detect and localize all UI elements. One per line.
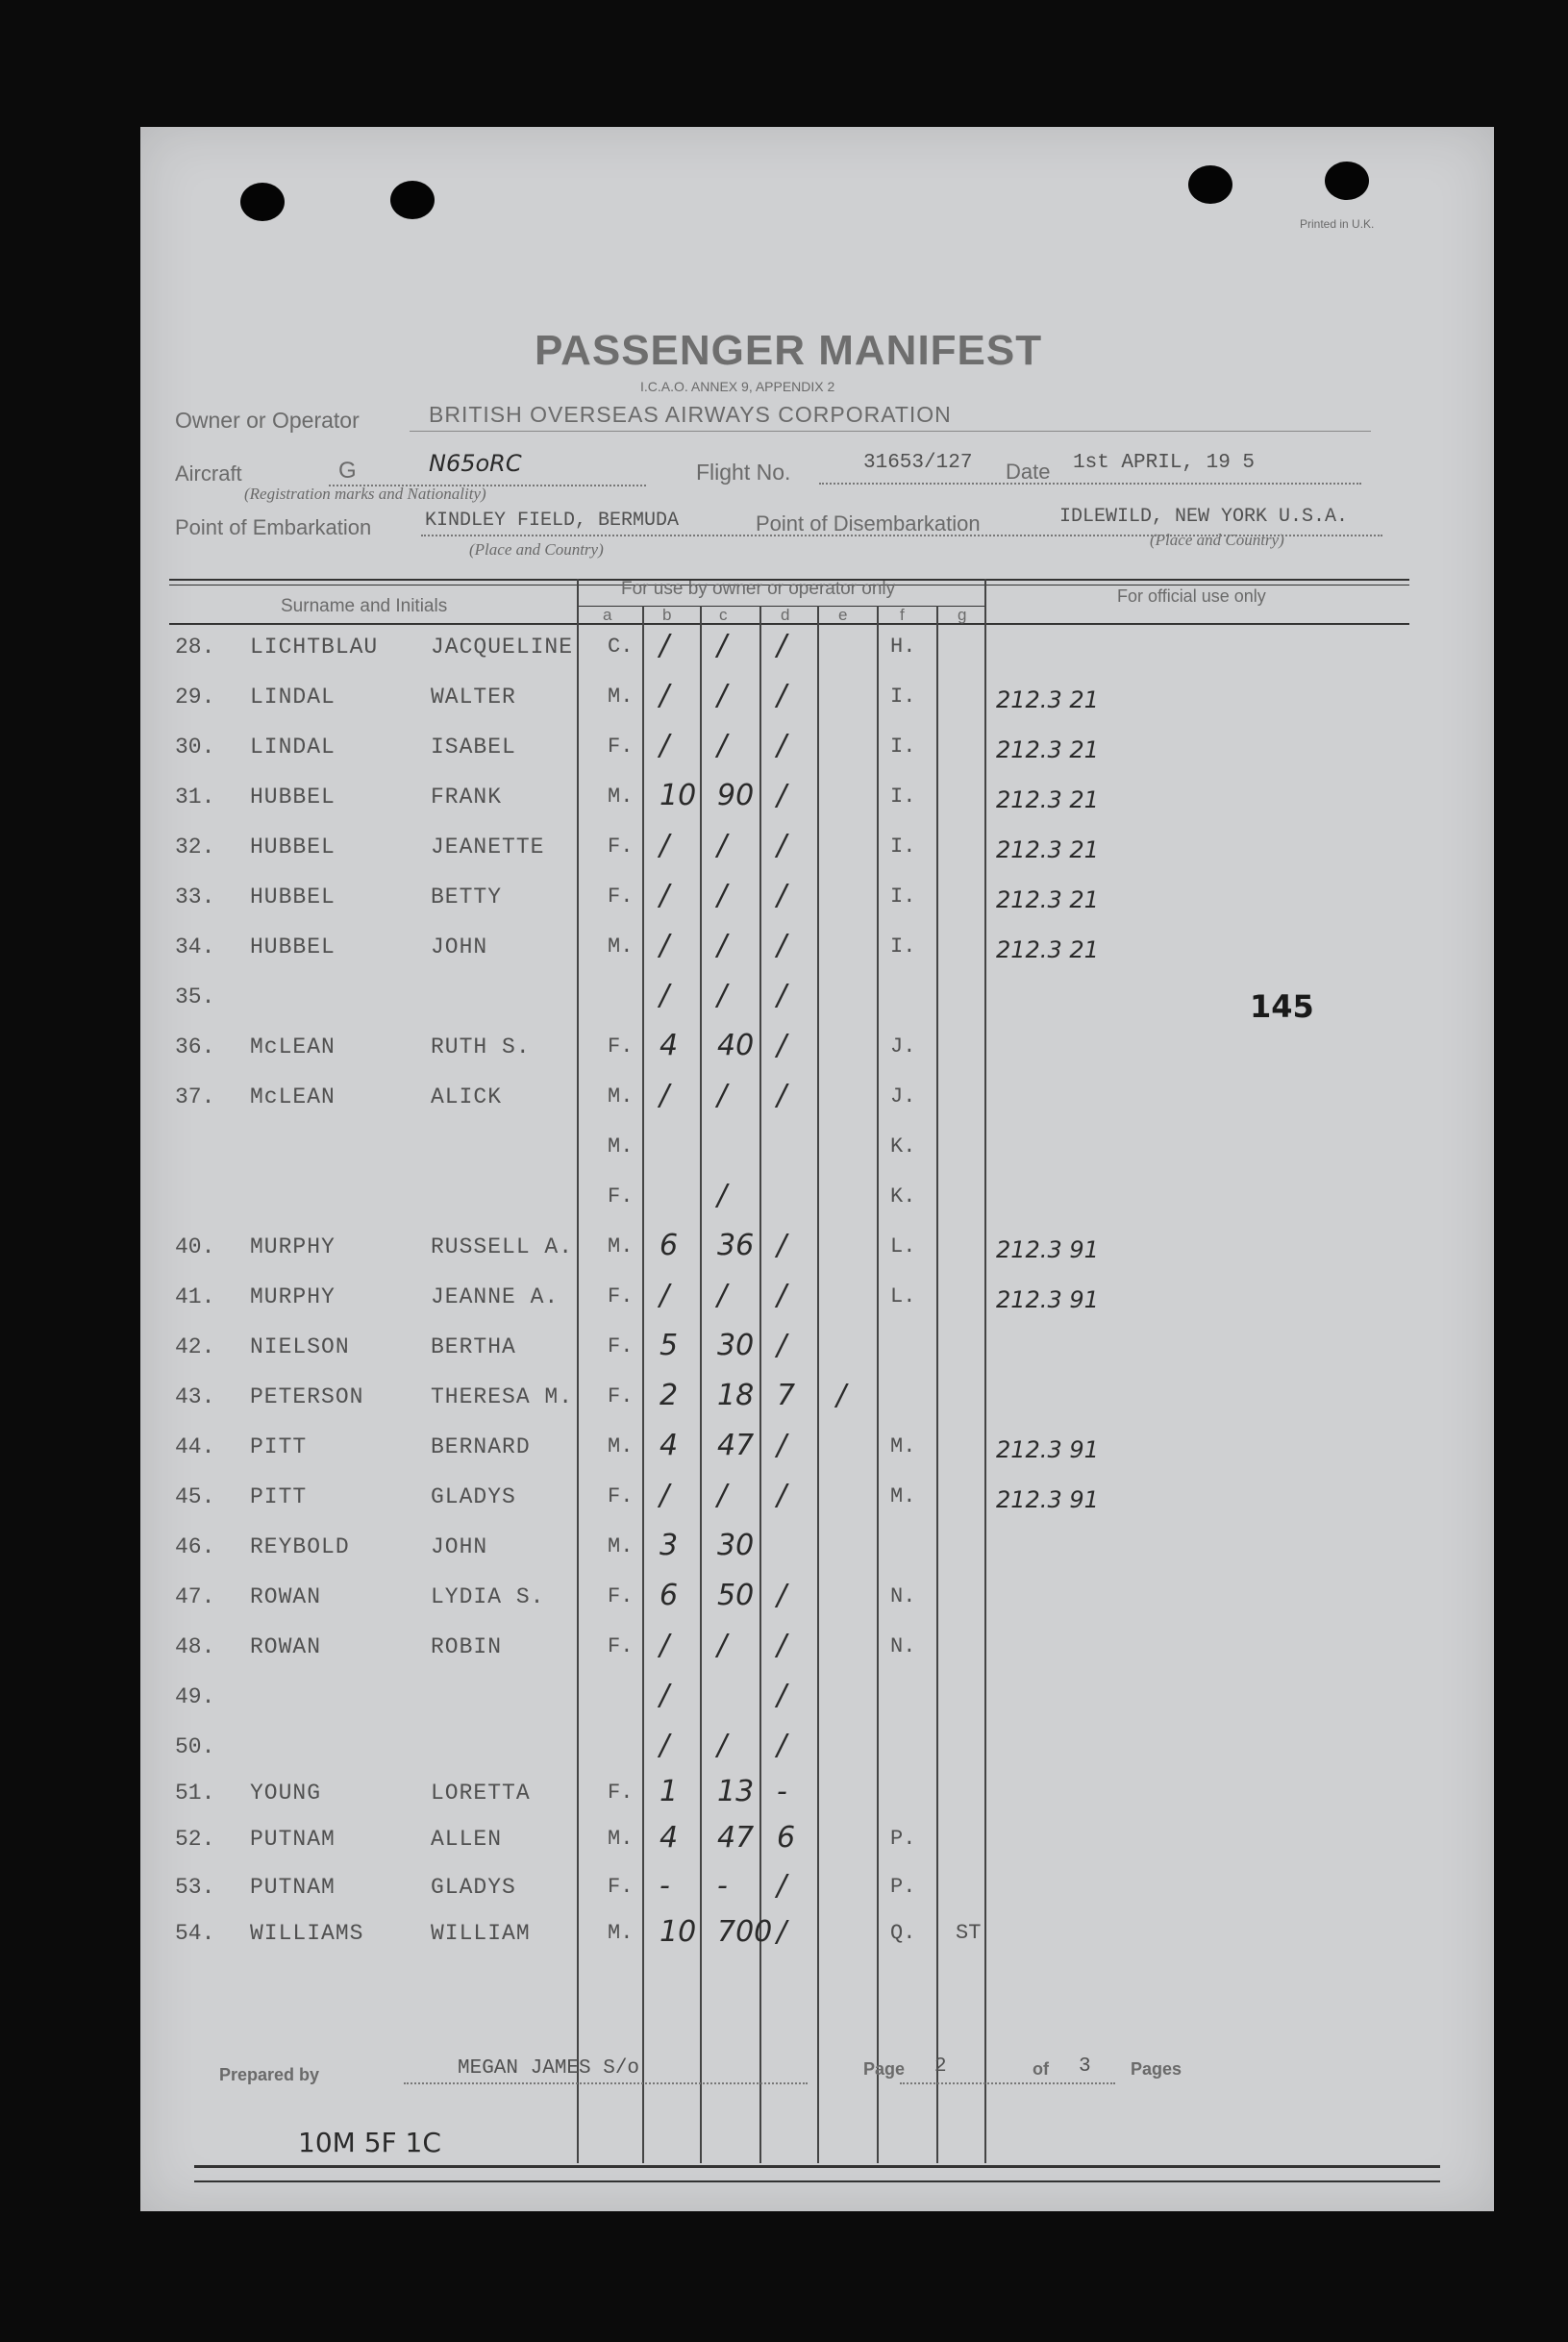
cell-f: I. xyxy=(890,934,916,959)
cell-num: 42. xyxy=(175,1334,215,1359)
cell-sex: M. xyxy=(608,1827,634,1851)
cell-c: / xyxy=(717,1079,728,1112)
cell-c: / xyxy=(717,679,728,712)
cell-c: 36 xyxy=(717,1229,755,1262)
cell-b: / xyxy=(660,729,670,762)
cell-e: / xyxy=(836,1379,847,1412)
cell-num: 53. xyxy=(175,1875,215,1900)
footer-rule xyxy=(194,2165,1440,2168)
cell-surname: ROWAN xyxy=(250,1634,322,1659)
table-row xyxy=(140,1729,1494,1782)
cell-d: / xyxy=(777,729,787,762)
cell-f: P. xyxy=(890,1875,916,1899)
cell-b: 2 xyxy=(660,1379,679,1412)
cell-c: 13 xyxy=(717,1775,755,1808)
table-row xyxy=(140,1775,1494,1829)
cell-d: / xyxy=(777,629,787,662)
table-row xyxy=(140,729,1494,783)
cell-official: 212.3 21 xyxy=(996,736,1099,763)
owner-use-header: For use by owner or operator only xyxy=(621,579,896,599)
cell-official: 212.3 21 xyxy=(996,886,1099,913)
aircraft-hand: N65oRC xyxy=(429,450,522,477)
cell-b: / xyxy=(660,1079,670,1112)
official-header: For official use only xyxy=(1117,586,1266,606)
col-header-d: d xyxy=(781,606,790,624)
cell-c: / xyxy=(717,1729,728,1762)
cell-b: / xyxy=(660,829,670,862)
cell-num: 32. xyxy=(175,835,215,860)
cell-b: - xyxy=(660,1869,670,1903)
cell-sex: M. xyxy=(608,1434,634,1458)
col-header-c: c xyxy=(719,606,728,624)
cell-official: 212.3 21 xyxy=(996,936,1099,963)
cell-f: J. xyxy=(890,1084,916,1109)
table-row xyxy=(140,1821,1494,1875)
cell-surname: YOUNG xyxy=(250,1781,322,1806)
cell-surname: LINDAL xyxy=(250,735,336,760)
punch-hole xyxy=(1188,165,1232,204)
cell-num: 33. xyxy=(175,884,215,909)
table-row xyxy=(140,1915,1494,1969)
cell-given: WALTER xyxy=(431,685,516,710)
cell-surname: PETERSON xyxy=(250,1384,364,1409)
disembark-label: Point of Disembarkation xyxy=(756,511,981,536)
cell-sex: C. xyxy=(608,635,634,659)
cell-surname: ROWAN xyxy=(250,1584,322,1609)
cell-c: 40 xyxy=(717,1029,755,1062)
aircraft-note: (Registration marks and Nationality) xyxy=(244,485,486,503)
owner-label: Owner or Operator xyxy=(175,408,360,433)
date-value: 1st APRIL, 19 5 xyxy=(1073,452,1256,474)
cell-num: 52. xyxy=(175,1827,215,1852)
of-value: 3 xyxy=(1079,2055,1091,2078)
embark-label: Point of Embarkation xyxy=(175,515,372,539)
cell-d: / xyxy=(777,1029,787,1062)
disembark-note: (Place and Country) xyxy=(1150,531,1284,549)
cell-d: / xyxy=(777,1629,787,1662)
cell-b: 1 xyxy=(660,1775,679,1808)
cell-d: / xyxy=(777,1679,787,1712)
cell-given: BETTY xyxy=(431,884,503,909)
cell-official: 212.3 91 xyxy=(996,1436,1099,1463)
cell-sex: F. xyxy=(608,1034,634,1059)
cell-given: GLADYS xyxy=(431,1875,516,1900)
table-row xyxy=(140,679,1494,733)
cell-d: / xyxy=(777,979,787,1012)
cell-f: I. xyxy=(890,835,916,859)
cell-b: 10 xyxy=(660,1915,697,1949)
disembark-value: IDLEWILD, NEW YORK U.S.A. xyxy=(1059,506,1349,528)
col-header-g: g xyxy=(958,606,967,624)
embark-value: KINDLEY FIELD, BERMUDA xyxy=(425,510,680,532)
of-label: of xyxy=(1033,2059,1049,2079)
cell-sex: F. xyxy=(608,1284,634,1308)
cell-official: 212.3 91 xyxy=(996,1286,1099,1313)
cell-b: / xyxy=(660,1279,670,1312)
punch-hole xyxy=(240,183,285,221)
cell-d: 6 xyxy=(777,1821,796,1855)
cell-c: 700 xyxy=(717,1915,773,1949)
cell-f: I. xyxy=(890,785,916,809)
aircraft-label: Aircraft xyxy=(175,461,242,486)
cell-c: / xyxy=(717,1629,728,1662)
cell-sex: F. xyxy=(608,1634,634,1658)
cell-c: 50 xyxy=(717,1579,755,1612)
cell-surname: PUTNAM xyxy=(250,1827,336,1852)
cell-surname: PITT xyxy=(250,1434,308,1459)
embark-note: (Place and Country) xyxy=(469,540,604,559)
cell-given: LORETTA xyxy=(431,1781,531,1806)
cell-surname: HUBBEL xyxy=(250,884,336,909)
table-row xyxy=(140,1229,1494,1283)
cell-surname: PITT xyxy=(250,1484,308,1509)
cell-b: / xyxy=(660,629,670,662)
cell-sex: M. xyxy=(608,1921,634,1945)
aircraft-reg: G xyxy=(338,458,357,484)
cell-given: RUTH S. xyxy=(431,1034,531,1059)
cell-surname: HUBBEL xyxy=(250,835,336,860)
col-header-e: e xyxy=(838,606,848,624)
cell-sex: F. xyxy=(608,735,634,759)
cell-num: 35. xyxy=(175,984,215,1009)
cell-sex: M. xyxy=(608,685,634,709)
cell-given: ISABEL xyxy=(431,735,516,760)
flight-label: Flight No. xyxy=(696,460,791,485)
cell-f: L. xyxy=(890,1234,916,1258)
cell-given: BERTHA xyxy=(431,1334,516,1359)
cell-f: K. xyxy=(890,1134,916,1159)
cell-d: / xyxy=(777,1279,787,1312)
cell-given: ALICK xyxy=(431,1084,503,1109)
cell-surname: MURPHY xyxy=(250,1234,336,1259)
date-label: Date xyxy=(1006,460,1051,484)
cell-d: 7 xyxy=(777,1379,796,1412)
cell-b: / xyxy=(660,979,670,1012)
cell-f: M. xyxy=(890,1434,916,1458)
footer-rule xyxy=(194,2180,1440,2182)
cell-d: / xyxy=(777,1479,787,1512)
cell-num: 41. xyxy=(175,1284,215,1309)
cell-f: K. xyxy=(890,1184,916,1208)
cell-official: 212.3 21 xyxy=(996,836,1099,863)
cell-c: 30 xyxy=(717,1329,755,1362)
cell-f: I. xyxy=(890,685,916,709)
cell-c: - xyxy=(717,1869,728,1903)
cell-d: / xyxy=(777,679,787,712)
cell-d: / xyxy=(777,1429,787,1462)
cell-c: / xyxy=(717,1279,728,1312)
cell-given: JACQUELINE xyxy=(431,635,574,660)
cell-sex: M. xyxy=(608,1134,634,1159)
col-header-a: a xyxy=(603,606,612,624)
cell-given: RUSSELL A. xyxy=(431,1234,574,1259)
stamp-number: 145 xyxy=(1250,988,1314,1025)
cell-d: / xyxy=(777,929,787,962)
cell-d: / xyxy=(777,1729,787,1762)
cell-b: 3 xyxy=(660,1529,679,1562)
cell-c: / xyxy=(717,1479,728,1512)
page-line xyxy=(900,2082,1115,2084)
cell-c: / xyxy=(717,929,728,962)
cell-num: 49. xyxy=(175,1684,215,1709)
cell-b: 6 xyxy=(660,1579,679,1612)
punch-hole xyxy=(1325,162,1369,200)
table-row xyxy=(140,1629,1494,1682)
cell-given: ROBIN xyxy=(431,1634,503,1659)
cell-b: / xyxy=(660,929,670,962)
cell-given: JOHN xyxy=(431,1534,488,1559)
cell-b: / xyxy=(660,879,670,912)
prepared-label: Prepared by xyxy=(219,2065,320,2084)
table-row xyxy=(140,1179,1494,1233)
surname-header: Surname and Initials xyxy=(281,596,448,616)
cell-given: FRANK xyxy=(431,785,503,810)
cell-b: 4 xyxy=(660,1029,679,1062)
table-row xyxy=(140,629,1494,683)
cell-c: / xyxy=(717,629,728,662)
cell-d: / xyxy=(777,1229,787,1262)
cell-given: THERESA M. xyxy=(431,1384,574,1409)
cell-d: / xyxy=(777,779,787,812)
cell-sex: F. xyxy=(608,1781,634,1805)
cell-sex: M. xyxy=(608,934,634,959)
cell-f: N. xyxy=(890,1584,916,1608)
cell-sex: F. xyxy=(608,884,634,909)
cell-official: 212.3 91 xyxy=(996,1486,1099,1513)
cell-c: / xyxy=(717,829,728,862)
table-row xyxy=(140,1579,1494,1632)
table-row xyxy=(140,1479,1494,1532)
cell-num: 28. xyxy=(175,635,215,660)
cell-b: / xyxy=(660,1629,670,1662)
table-row xyxy=(140,879,1494,933)
cell-given: BERNARD xyxy=(431,1434,531,1459)
cell-surname: LICHTBLAU xyxy=(250,635,379,660)
table-row xyxy=(140,1329,1494,1383)
table-row xyxy=(140,1529,1494,1582)
cell-sex: F. xyxy=(608,1484,634,1508)
cell-d: / xyxy=(777,1079,787,1112)
col-header-f: f xyxy=(900,606,905,624)
table-row xyxy=(140,979,1494,1033)
cell-b: 4 xyxy=(660,1821,679,1855)
cell-num: 44. xyxy=(175,1434,215,1459)
cell-sex: M. xyxy=(608,1234,634,1258)
page-subtitle: I.C.A.O. ANNEX 9, APPENDIX 2 xyxy=(640,379,835,394)
cell-sex: F. xyxy=(608,1184,634,1208)
cell-surname: MURPHY xyxy=(250,1284,336,1309)
cell-b: 6 xyxy=(660,1229,679,1262)
cell-d: / xyxy=(777,879,787,912)
table-row xyxy=(140,1279,1494,1333)
cell-c: 90 xyxy=(717,779,755,812)
table-row xyxy=(140,1429,1494,1482)
table-row xyxy=(140,779,1494,833)
cell-b: 4 xyxy=(660,1429,679,1462)
cell-official: 212.3 91 xyxy=(996,1236,1099,1263)
divider xyxy=(410,431,1371,432)
cell-num: 54. xyxy=(175,1921,215,1946)
cell-b: 5 xyxy=(660,1329,679,1362)
cell-given: GLADYS xyxy=(431,1484,516,1509)
cell-num: 29. xyxy=(175,685,215,710)
manifest-sheet xyxy=(140,127,1494,2211)
cell-sex: M. xyxy=(608,1534,634,1558)
cell-num: 45. xyxy=(175,1484,215,1509)
cell-surname: LINDAL xyxy=(250,685,336,710)
passenger-tally: 10M 5F 1C xyxy=(298,2127,441,2158)
cell-sex: F. xyxy=(608,1384,634,1408)
cell-num: 37. xyxy=(175,1084,215,1109)
cell-f: I. xyxy=(890,735,916,759)
cell-f: M. xyxy=(890,1484,916,1508)
cell-surname: McLEAN xyxy=(250,1084,336,1109)
cell-b: / xyxy=(660,1679,670,1712)
cell-num: 51. xyxy=(175,1781,215,1806)
cell-surname: HUBBEL xyxy=(250,934,336,959)
cell-sex: F. xyxy=(608,1584,634,1608)
cell-d: - xyxy=(777,1775,787,1808)
cell-surname: McLEAN xyxy=(250,1034,336,1059)
cell-c: 18 xyxy=(717,1379,755,1412)
prepared-value: MEGAN JAMES S/o xyxy=(458,2057,640,2080)
cell-num: 46. xyxy=(175,1534,215,1559)
cell-d: / xyxy=(777,829,787,862)
cell-given: JOHN xyxy=(431,934,488,959)
cell-f: I. xyxy=(890,884,916,909)
cell-c: / xyxy=(717,729,728,762)
cell-num: 31. xyxy=(175,785,215,810)
cell-b: 10 xyxy=(660,779,697,812)
cell-num: 43. xyxy=(175,1384,215,1409)
table-row xyxy=(140,1134,1494,1183)
cell-sex: M. xyxy=(608,1084,634,1109)
flight-line xyxy=(819,483,1361,485)
table-row xyxy=(140,1679,1494,1732)
cell-num: 50. xyxy=(175,1734,215,1759)
cell-f: H. xyxy=(890,635,916,659)
cell-surname: PUTNAM xyxy=(250,1875,336,1900)
cell-c: / xyxy=(717,1179,728,1212)
cell-c: 30 xyxy=(717,1529,755,1562)
cell-num: 30. xyxy=(175,735,215,760)
owner-value: BRITISH OVERSEAS AIRWAYS CORPORATION xyxy=(429,402,952,427)
cell-f: P. xyxy=(890,1827,916,1851)
cell-surname: WILLIAMS xyxy=(250,1921,364,1946)
cell-g: ST xyxy=(956,1921,982,1945)
cell-d: / xyxy=(777,1579,787,1612)
cell-num: 47. xyxy=(175,1584,215,1609)
flight-value: 31653/127 xyxy=(863,452,973,474)
cell-given: WILLIAM xyxy=(431,1921,531,1946)
cell-d: / xyxy=(777,1915,787,1949)
table-row xyxy=(140,1029,1494,1083)
cell-official: 212.3 21 xyxy=(996,686,1099,713)
cell-given: JEANETTE xyxy=(431,835,545,860)
embark-line xyxy=(421,535,1382,536)
cell-sex: F. xyxy=(608,1875,634,1899)
cell-d: / xyxy=(777,1329,787,1362)
cell-surname: REYBOLD xyxy=(250,1534,350,1559)
table-row xyxy=(140,929,1494,983)
page-title: PASSENGER MANIFEST xyxy=(535,327,1043,374)
cell-b: / xyxy=(660,1729,670,1762)
cell-b: / xyxy=(660,1479,670,1512)
cell-c: / xyxy=(717,979,728,1012)
cell-b: / xyxy=(660,679,670,712)
page-value: 2 xyxy=(934,2055,947,2078)
cell-given: LYDIA S. xyxy=(431,1584,545,1609)
cell-sex: M. xyxy=(608,785,634,809)
cell-num: 48. xyxy=(175,1634,215,1659)
cell-f: Q. xyxy=(890,1921,916,1945)
table-row xyxy=(140,1079,1494,1133)
cell-num: 36. xyxy=(175,1034,215,1059)
cell-f: J. xyxy=(890,1034,916,1059)
prepared-line xyxy=(404,2082,808,2084)
page-label: Page xyxy=(863,2059,906,2079)
cell-d: / xyxy=(777,1869,787,1903)
cell-num: 40. xyxy=(175,1234,215,1259)
cell-surname: HUBBEL xyxy=(250,785,336,810)
cell-c: 47 xyxy=(717,1429,755,1462)
cell-surname: NIELSON xyxy=(250,1334,350,1359)
printed-note: Printed in U.K. xyxy=(1300,217,1375,231)
pages-label: Pages xyxy=(1131,2059,1182,2079)
cell-given: ALLEN xyxy=(431,1827,503,1852)
cell-f: L. xyxy=(890,1284,916,1308)
table-row xyxy=(140,1379,1494,1433)
table-row xyxy=(140,1869,1494,1923)
punch-hole xyxy=(390,181,435,219)
cell-f: N. xyxy=(890,1634,916,1658)
cell-c: / xyxy=(717,879,728,912)
table-row xyxy=(140,829,1494,883)
cell-official: 212.3 21 xyxy=(996,786,1099,813)
cell-num: 34. xyxy=(175,934,215,959)
cell-c: 47 xyxy=(717,1821,755,1855)
col-header-b: b xyxy=(662,606,672,624)
cell-sex: F. xyxy=(608,835,634,859)
cell-given: JEANNE A. xyxy=(431,1284,560,1309)
cell-sex: F. xyxy=(608,1334,634,1358)
